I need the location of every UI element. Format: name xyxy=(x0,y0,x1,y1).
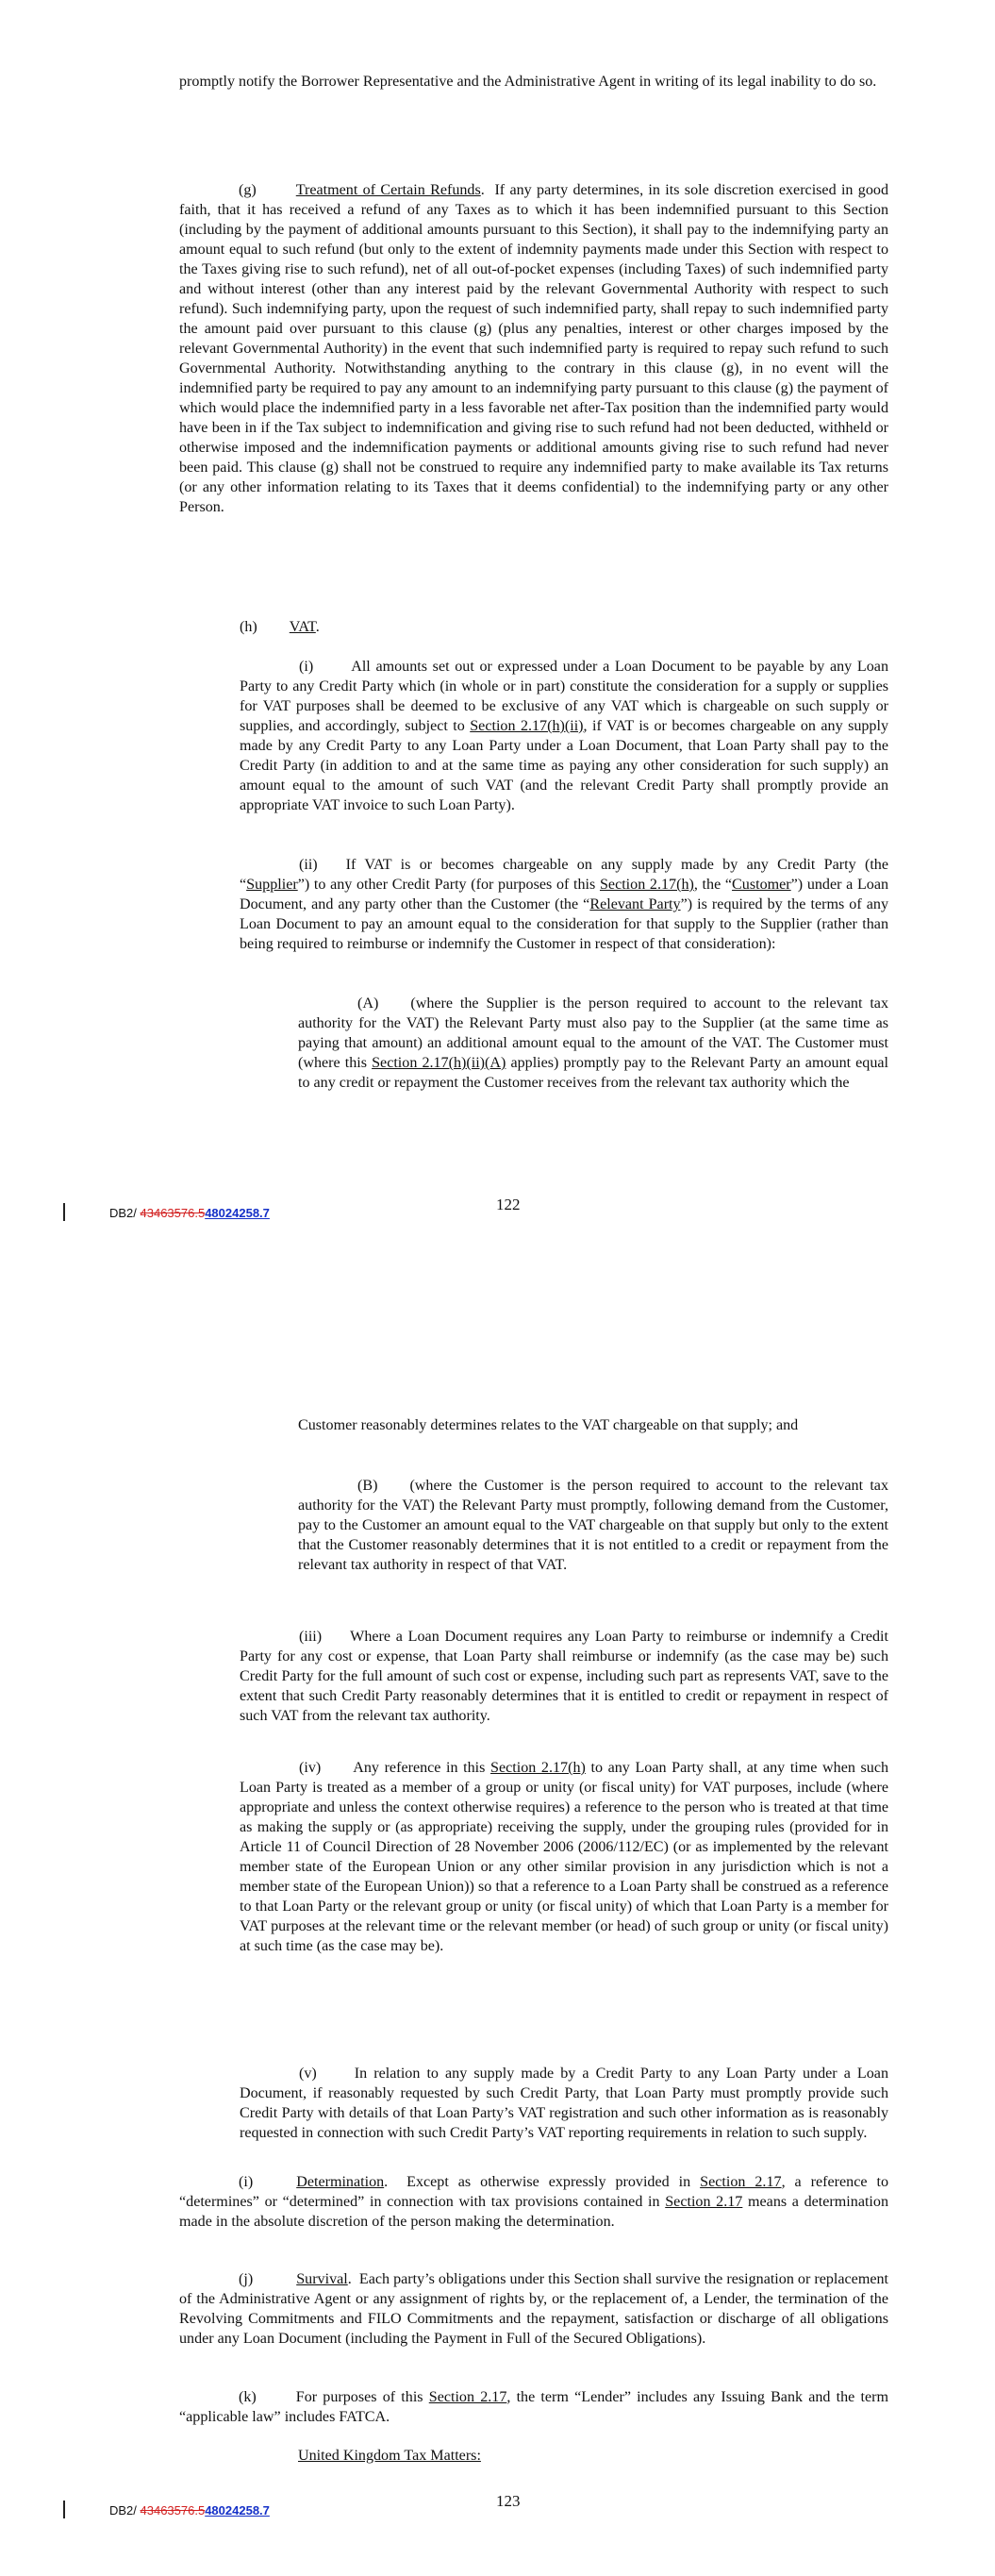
document-id: DB2/ 43463576.548024258.7 xyxy=(109,2503,270,2517)
paragraph-h-v: (v) In relation to any supply made by a Credit Party to any Loan Party under a Loan Document, if reasonably requested by such Credit Party, that Loan Party must promptly provide such Credit Party with details of that Loan Party’s VAT registration and such other information as is reasonably requested in connection with such Credit Party’s VAT reporting requirements in relation to such supply. xyxy=(240,2066,888,2141)
page-122 xyxy=(0,0,995,1274)
clause-label: (g) xyxy=(239,182,257,198)
paragraph-continuation: Customer reasonably determines relates to the VAT chargeable on that supply; and xyxy=(298,1417,799,1433)
paragraph-k: (k) For purposes of this Section 2.17, the term “Lender” includes any Issuing Bank and the term “applicable law” includes FATCA. xyxy=(179,2389,888,2425)
change-bar xyxy=(63,2501,65,2518)
paragraph-h-heading: (h) VAT. xyxy=(240,619,320,635)
paragraph-g: (g) Treatment of Certain Refunds. If any party determines, in its sole discretion exercised in good faith, that it has received a refund of any Taxes as to which it has been indemnified pursuant to this Section (including by the payment of additional amounts pursuant to this Section), it shall pay to the indemnifying party an amount equal to such refund (but only to the extent of indemnity payments made under this Section with respect to the Taxes giving rise to such refund), net of all out-of-pocket expenses (including Taxes) of such indemnified party and without interest (other than any interest paid by the relevant Governmental Authority with respect to such refund). Such indemnifying party, upon the request of such indemnified party, shall repay to such indemnified party the amount paid over pursuant to this clause (g) (plus any penalties, interest or other charges imposed by the relevant Governmental Authority) in the event that such indemnified party is required to repay such refund to such Governmental Authority. Notwithstanding anything to the contrary in this clause (g), in no event will the indemnified party be required to pay any amount to an indemnifying party pursuant to this clause (g) the payment of which would place the indemnified party in a less favorable net after-Tax position than the indemnified party would have been in if the Tax subject to indemnification and giving rise to such refund had not been deducted, withheld or otherwise imposed and the indemnification payments or additional amounts giving rise to such refund had never been paid. This clause (g) shall not be construed to require any indemnified party to make available its Tax returns (or any other information relating to its Taxes that it deems confidential) to the indemnifying party or any other Person. xyxy=(179,182,888,515)
defined-term: Customer xyxy=(732,877,791,893)
clause-heading: Determination xyxy=(296,2174,385,2190)
section-reference: Section 2.17 xyxy=(428,2389,507,2405)
paragraph-i-determination: (i) Determination. Except as otherwise expressly provided in Section 2.17, a reference to “determines” or “determined” in connection with tax provisions contained in Section 2.17 means a determination made in the absolute discretion of the person making the determination. xyxy=(179,2174,888,2230)
deleted-doc-id: 43463576.5 xyxy=(140,2503,206,2517)
paragraph-intro: promptly notify the Borrower Representative and the Administrative Agent in writing of its legal inability to do so. xyxy=(179,74,877,90)
clause-heading: VAT xyxy=(289,619,316,635)
deleted-doc-id: 43463576.5 xyxy=(140,1206,206,1220)
paragraph-h-ii: (ii) If VAT is or becomes chargeable on any supply made by any Credit Party (the “Supplier”) to any other Credit Party (for purposes of this Section 2.17(h), the “Customer”) under a Loan Document, and any party other than the Customer (the “Relevant Party”) is required by the terms of any Loan Document to pay an amount equal to the consideration for that supply to the Supplier (rather than being required to reimburse or indemnify the Customer in respect of that consideration): xyxy=(240,857,889,952)
uk-tax-matters-heading: United Kingdom Tax Matters: xyxy=(298,2448,481,2464)
paragraph-h-iii: (iii) Where a Loan Document requires any Loan Party to reimburse or indemnify a Credit Party for any cost or expense, that Loan Party shall reimburse or indemnify (as the case may be) such Credit Party for the full amount of such cost or expense, including such part as represents VAT, save to the extent that such Credit Party reasonably determines that it is entitled to credit or repayment in respect of such VAT from the relevant tax authority. xyxy=(240,1629,888,1724)
defined-term: Supplier xyxy=(246,877,298,893)
section-reference: Section 2.17(h) xyxy=(490,1760,586,1776)
section-reference: Section 2.17(h)(ii)(A) xyxy=(372,1055,506,1071)
inserted-doc-id: 48024258.7 xyxy=(205,2503,270,2517)
section-reference: Section 2.17(h)(ii) xyxy=(470,718,584,734)
paragraph-h-iv: (iv) Any reference in this Section 2.17(h) to any Loan Party shall, at any time when such Loan Party is treated as a member of a group or unity (or fiscal unity) for VAT purposes, include (where appropriate and unless the context otherwise requires) a reference to the person who is treated at that time as making the supply or (as appropriate) receiving the supply, under the grouping rules (provided for in Article 11 of Council Direction of 28 November 2006 (2006/112/EC) (or as implemented by the relevant member state of the European Union or any other similar provision in any jurisdiction which is not a member state of the European Union)) so that a reference to a Loan Party shall be construed as a reference to that Loan Party or the relevant group or unity (or fiscal unity) of which that Loan Party is a member for VAT purposes at the relevant time or the relevant member (or head) of such group or unity (or fiscal unity) at such time (as the case may be). xyxy=(240,1760,889,1954)
inserted-doc-id: 48024258.7 xyxy=(205,1206,270,1220)
document-id: DB2/ 43463576.548024258.7 xyxy=(109,1206,270,1220)
paragraph-h-i: (i) All amounts set out or expressed under a Loan Document to be payable by any Loan Party to any Credit Party which (in whole or in part) constitute the consideration for a supply or supplies for VAT purposes shall be deemed to be exclusive of any VAT which is chargeable on such supply or supplies, and accordingly, subject to Section 2.17(h)(ii), if VAT is or becomes chargeable on any supply made by any Credit Party to any Loan Party under a Loan Document, that Loan Party shall pay to the Credit Party (in addition to and at the same time as paying any other consideration for such supply) an amount equal to the amount of such VAT (and the relevant Credit Party shall promptly provide an appropriate VAT invoice to such Loan Party). xyxy=(240,659,888,813)
page-123 xyxy=(0,1274,995,2576)
page-number: 122 xyxy=(496,1196,521,1213)
clause-heading: Survival xyxy=(296,2271,348,2287)
paragraph-j-survival: (j) Survival. Each party’s obligations under this Section shall survive the resignation or replacement of the Administrative Agent or any assignment of rights by, or the replacement of, a Lender, the termination of the Revolving Commitments and FILO Commitments and the repayment, satisfaction or discharge of all obligations under any Loan Document (including the Payment in Full of the Secured Obligations). xyxy=(179,2271,888,2347)
change-bar xyxy=(63,1203,65,1221)
paragraph-h-ii-A: (A) (where the Supplier is the person required to account to the relevant tax authority for the VAT) the Relevant Party must also pay to the Supplier (at the same time as paying that amount) an additional amount equal to the amount of the VAT. The Customer must (where this Section 2.17(h)(ii)(A) applies) promptly pay to the Relevant Party an amount equal to any credit or repayment the Customer receives from the relevant tax authority which the xyxy=(298,995,889,1091)
page-number: 123 xyxy=(496,2492,521,2510)
section-reference: Section 2.17 xyxy=(665,2194,743,2210)
section-reference: Section 2.17 xyxy=(700,2174,782,2190)
defined-term: Relevant Party xyxy=(589,896,681,912)
section-reference: Section 2.17(h) xyxy=(599,877,694,893)
clause-heading: Treatment of Certain Refunds xyxy=(295,182,481,198)
paragraph-B: (B) (where the Customer is the person required to account to the relevant tax authority for the VAT) the Relevant Party must promptly, following demand from the Customer, pay to the Customer an amount equal to the VAT chargeable on that supply but only to the extent that the Customer reasonably determines that it is not entitled to a credit or repayment from the relevant tax authority in respect of that VAT. xyxy=(298,1478,888,1573)
